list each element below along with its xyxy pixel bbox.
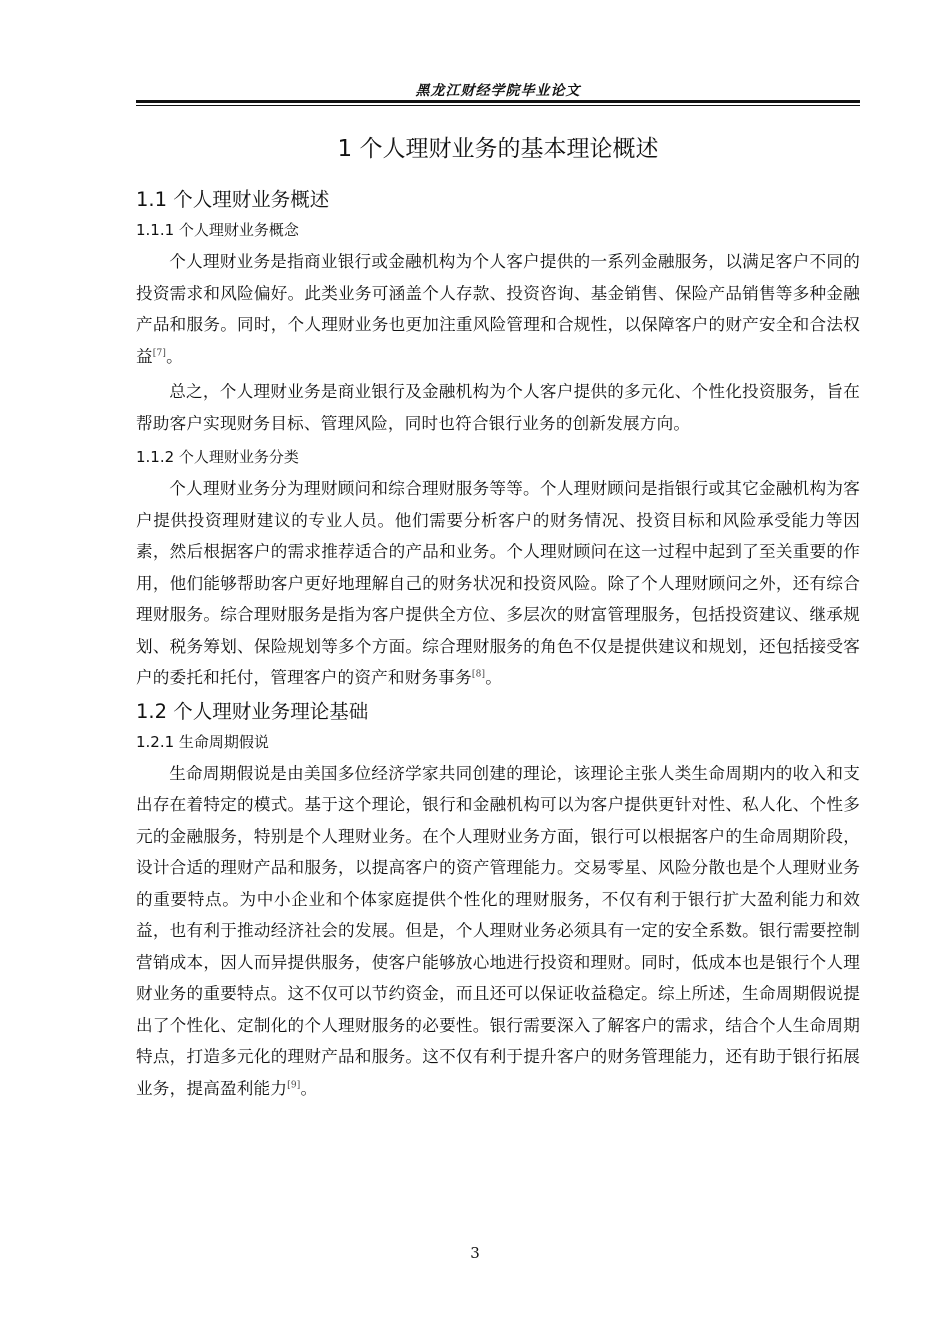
paragraph-end: 。 — [166, 346, 183, 366]
paragraph-text: 生命周期假说是由美国多位经济学家共同创建的理论，该理论主张人类生命周期内的收入和支出存在着特定的模式。基于这个理论，银行和金融机构可以为客户提供更针对性、私人化、个性多元的金融服务，特别是个人理财业务。在个人理财业务方面，银行可以根据客户的生命周期阶段，设计合适的理财产品和服务，以提高客户的资产管理能力。交易零星、风险分散也是个人理财业务的重要特点。为中小企业和个体家庭提供个性化的理财服务，不仅有利于银行扩大盈利能力和效益，也有利于推动经济社会的发展。但是，个人理财业务必须具有一定的安全系数。银行需要控制营销成本，因人而异提供服务，使客户能够放心地进行投资和理财。同时，低成本也是银行个人理财业务的重要特点。这不仅可以节约资金，而且还可以保证收益稳定。综上所述，生命周期假说提出了个性化、定制化的个人理财服务的必要性。银行需要深入了解客户的需求，结合个人生命周期特点，打造多元化的理财产品和服务。这不仅有利于提升客户的财务管理能力，还有助于银行拓展业务，提高盈利能力 — [136, 763, 860, 1098]
citation-ref: [9] — [287, 1079, 301, 1090]
paragraph-end: 。 — [485, 668, 503, 687]
paragraph-end: 。 — [300, 1078, 318, 1098]
header-rule-thin — [136, 105, 860, 106]
section-heading-1-1: 1.1 个人理财业务概述 — [136, 188, 330, 211]
citation-ref: [7] — [152, 347, 167, 358]
chapter-title: 1 个人理财业务的基本理论概述 — [337, 136, 659, 162]
subsection-heading-1-1-1: 1.1.1 个人理财业务概念 — [136, 221, 299, 239]
citation-ref: [8] — [471, 669, 486, 680]
section-heading-1-2: 1.2 个人理财业务理论基础 — [136, 699, 369, 723]
paragraph-concept-1 — [136, 246, 860, 372]
paragraph-text: 个人理财业务是指商业银行或金融机构为个人客户提供的一系列金融服务，以满足客户不同的投资需求和风险偏好。此类业务可涵盖个人存款、投资咨询、基金销售、保险产品销售等多种金融产品和服务。同时，个人理财业务也更加注重风险管理和合规性，以保障客户的财产安全和合法权益 — [136, 252, 860, 366]
subsection-heading-1-1-2: 1.1.2 个人理财业务分类 — [136, 448, 299, 466]
page-content — [136, 128, 860, 1108]
subsection-heading-1-2-1: 1.2.1 生命周期假说 — [136, 732, 269, 751]
paragraph-classification — [136, 473, 860, 694]
header-rule-thick — [136, 100, 860, 103]
running-header: 黑龙江财经学院毕业论文 — [415, 83, 581, 99]
paragraph-text: 个人理财业务分为理财顾问和综合理财服务等等。个人理财顾问是指银行或其它金融机构为客户提供投资理财建议的专业人员。他们需要分析客户的财务情况、投资目标和风险承受能力等因素，然后根据客户的需求推荐适合的产品和业务。个人理财顾问在这一过程中起到了至关重要的作用，他们能够帮助客户更好地理解自己的财务状况和投资风险。除了个人理财顾问之外，还有综合理财服务。综合理财服务是指为客户提供全方位、多层次的财富管理服务，包括投资建议、继承规划、税务筹划、保险规划等多个方面。综合理财服务的角色不仅是提供建议和规划，还包括接受客户的委托和托付，管理客户的资产和财务事务 — [136, 479, 860, 687]
page-number: 3 — [470, 1244, 480, 1262]
paragraph-concept-2: 总之，个人理财业务是商业银行及金融机构为个人客户提供的多元化、个性化投资服务，旨在帮助客户实现财务目标、管理风险，同时也符合银行业务的创新发展方向。 — [136, 382, 860, 433]
paragraph-life-cycle — [136, 758, 860, 1105]
